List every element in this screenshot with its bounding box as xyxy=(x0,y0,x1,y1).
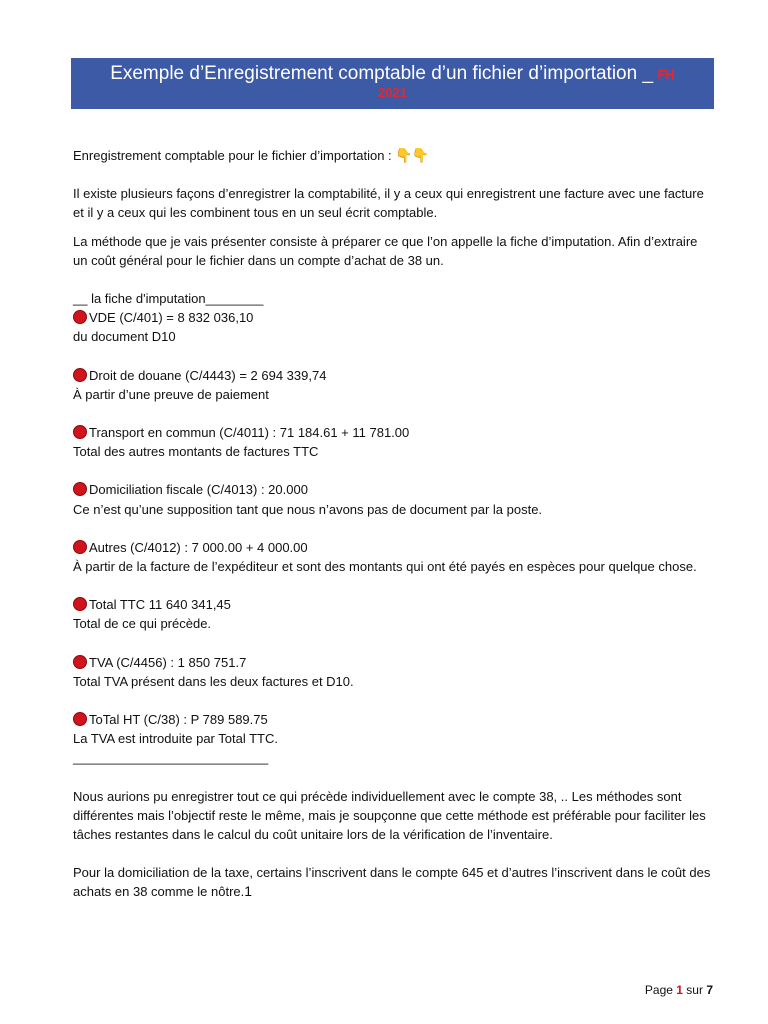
item-label: Autres (C/4012) : 7 000.00 + 4 000.00 xyxy=(89,539,308,555)
red-circle-icon xyxy=(73,655,87,669)
red-circle-icon xyxy=(73,425,87,439)
of-word: sur xyxy=(686,983,703,997)
imputation-item xyxy=(73,423,715,461)
red-circle-icon xyxy=(73,482,87,496)
item-label: Transport en commun (C/4011) : 71 184.61 + 11 781.00 xyxy=(89,425,410,441)
item-label: Domiciliation fiscale (C/4013) : 20.000 xyxy=(89,482,308,498)
item-description: Ce n’est qu’une supposition tant que nous n’avons pas de document par la poste. xyxy=(73,501,543,517)
item-description: Total des autres montants de factures TTC xyxy=(73,444,319,460)
item-description: À partir de la facture de l’expéditeur et sont des montants qui ont été payés en espèces pour quelque chose. xyxy=(73,559,697,575)
item-label: ToTal HT (C/38) : P 789 589.75 xyxy=(89,712,268,728)
item-description: À partir d’une preuve de paiement xyxy=(73,386,269,402)
fiche-header: __ la fiche d'imputation________ xyxy=(73,291,264,307)
imputation-item xyxy=(73,595,715,633)
red-circle-icon xyxy=(73,712,87,726)
document-title: Exemple d’Enregistrement comptable d’un fichier d’importation _ xyxy=(110,63,654,84)
page-word: Page xyxy=(644,983,673,997)
separator-line: ___________________________ xyxy=(73,750,269,766)
imputation-item xyxy=(73,308,715,346)
item-description: Total TVA présent dans les deux factures et D10. xyxy=(73,673,354,689)
item-label: TVA (C/4456) : 1 850 751.7 xyxy=(89,654,247,670)
item-label: VDE (C/401) = 8 832 036,10 xyxy=(89,310,254,326)
intro-line xyxy=(73,146,715,165)
item-description: La TVA est introduite par Total TTC. xyxy=(73,731,278,747)
page-number: 1 xyxy=(676,983,683,997)
paragraph-4-text: Pour la domiciliation de la taxe, certains l’inscrivent dans le compte 645 et d’autres l’inscrivent dans le coût des achats en 38 comme le nôtre. xyxy=(73,865,711,900)
title-tag: FH xyxy=(657,67,675,82)
item-description: Total de ce qui précède. xyxy=(73,616,212,632)
red-circle-icon xyxy=(73,597,87,611)
imputation-item xyxy=(73,480,715,518)
pointing-down-icon: 👇👇 xyxy=(395,147,429,163)
imputation-item xyxy=(73,366,715,404)
red-circle-icon xyxy=(73,540,87,554)
page-total: 7 xyxy=(706,983,713,997)
red-circle-icon xyxy=(73,368,87,382)
paragraph-4 xyxy=(73,863,715,901)
item-description: du document D10 xyxy=(73,329,176,345)
document-body xyxy=(73,146,715,902)
page-footer xyxy=(645,983,713,997)
red-circle-icon xyxy=(73,310,87,324)
intro-text: Enregistrement comptable pour le fichier d’importation : xyxy=(73,148,392,163)
footnote-marker: 1 xyxy=(244,883,253,900)
document-title-banner xyxy=(71,58,714,109)
paragraph-1: Il existe plusieurs façons d’enregistrer la comptabilité, il y a ceux qui enregistrent une facture avec une facture et il y a ceux qui les combinent tous en un seul écrit comptable. xyxy=(73,186,704,221)
item-label: Droit de douane (C/4443) = 2 694 339,74 xyxy=(89,367,327,383)
imputation-item xyxy=(73,653,715,691)
item-label: Total TTC 11 640 341,45 xyxy=(89,597,231,613)
paragraph-2: La méthode que je vais présenter consiste à préparer ce que l’on appelle la fiche d’imputation. Afin d’extraire un coût général pour le fichier dans un compte d’achat de 38 un. xyxy=(73,233,698,268)
imputation-item xyxy=(73,538,715,576)
imputation-item xyxy=(73,710,715,748)
title-year: 2021 xyxy=(378,85,407,100)
paragraph-3: Nous aurions pu enregistrer tout ce qui précède individuellement avec le compte 38, .. Les méthodes sont différentes mais l’objectif reste le même, mais je soupçonne que cette méthode est préférable pour faciliter les tâches restantes dans le calcul du coût unitaire lors de la vérification de l’inventaire. xyxy=(73,788,706,843)
